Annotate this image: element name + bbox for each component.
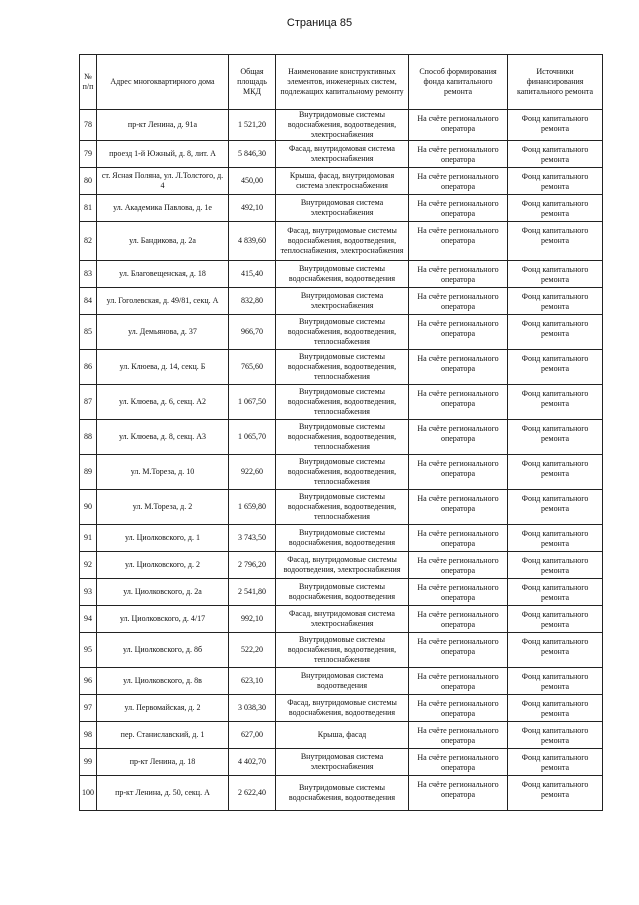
cell-num: 100 xyxy=(80,776,97,811)
col-header-method: Способ формирования фонда капитального ремонта xyxy=(409,55,508,110)
cell-source: Фонд капитального ремонта xyxy=(508,776,603,811)
cell-address: ул. Циолковского, д. 4/17 xyxy=(97,606,229,633)
col-header-address: Адрес многоквартирного дома xyxy=(97,55,229,110)
cell-method: На счёте регионального оператора xyxy=(409,552,508,579)
cell-address: ул. Циолковского, д. 8б xyxy=(97,633,229,668)
cell-method: На счёте регионального оператора xyxy=(409,668,508,695)
cell-num: 90 xyxy=(80,490,97,525)
cell-area: 832,80 xyxy=(229,288,276,315)
col-header-elements: Наименование конструктивных элементов, инженерных систем, подлежащих капитальному ремонту xyxy=(276,55,409,110)
cell-elements: Фасад, внутридомовая система электроснабжения xyxy=(276,141,409,168)
cell-area: 415,40 xyxy=(229,261,276,288)
cell-address: ул. Благовещенская, д. 18 xyxy=(97,261,229,288)
cell-address: пр-кт Ленина, д. 91а xyxy=(97,110,229,141)
cell-method: На счёте регионального оператора xyxy=(409,168,508,195)
cell-area: 1 521,20 xyxy=(229,110,276,141)
table-row xyxy=(80,606,603,633)
cell-area: 623,10 xyxy=(229,668,276,695)
cell-address: проезд 1-й Южный, д. 8, лит. А xyxy=(97,141,229,168)
table-row xyxy=(80,695,603,722)
table-row xyxy=(80,525,603,552)
table-row xyxy=(80,385,603,420)
cell-source: Фонд капитального ремонта xyxy=(508,579,603,606)
cell-elements: Внутридомовые системы водоснабжения, водоотведения, теплоснабжения xyxy=(276,385,409,420)
cell-elements: Внутридомовая система электроснабжения xyxy=(276,288,409,315)
cell-address: ул. Бандикова, д. 2а xyxy=(97,222,229,261)
cell-source: Фонд капитального ремонта xyxy=(508,261,603,288)
table-row xyxy=(80,552,603,579)
cell-num: 95 xyxy=(80,633,97,668)
cell-elements: Фасад, внутридомовые системы водоснабжения, водоотведения, теплоснабжения, электроснабжения xyxy=(276,222,409,261)
cell-elements: Фасад, внутридомовые системы водоснабжения, водоотведения xyxy=(276,695,409,722)
col-header-source: Источники финансирования капитального ремонта xyxy=(508,55,603,110)
cell-num: 85 xyxy=(80,315,97,350)
cell-source: Фонд капитального ремонта xyxy=(508,695,603,722)
cell-address: ул. М.Тореза, д. 10 xyxy=(97,455,229,490)
table-row xyxy=(80,722,603,749)
cell-address: ул. Гоголевская, д. 49/81, секц. А xyxy=(97,288,229,315)
cell-num: 83 xyxy=(80,261,97,288)
cell-method: На счёте регионального оператора xyxy=(409,606,508,633)
cell-num: 86 xyxy=(80,350,97,385)
repair-table xyxy=(79,54,603,811)
cell-address: ст. Ясная Поляна, ул. Л.Толстого, д. 4 xyxy=(97,168,229,195)
cell-source: Фонд капитального ремонта xyxy=(508,168,603,195)
cell-address: ул. Циолковского, д. 1 xyxy=(97,525,229,552)
col-header-num: № п/п xyxy=(80,55,97,110)
cell-source: Фонд капитального ремонта xyxy=(508,722,603,749)
cell-method: На счёте регионального оператора xyxy=(409,261,508,288)
cell-elements: Крыша, фасад xyxy=(276,722,409,749)
cell-elements: Внутридомовые системы водоснабжения, водоотведения, теплоснабжения xyxy=(276,420,409,455)
table-row xyxy=(80,315,603,350)
cell-num: 92 xyxy=(80,552,97,579)
cell-area: 4 839,60 xyxy=(229,222,276,261)
cell-address: ул. Демьянова, д. 37 xyxy=(97,315,229,350)
cell-num: 84 xyxy=(80,288,97,315)
table-header-row xyxy=(80,55,603,110)
cell-area: 765,60 xyxy=(229,350,276,385)
cell-method: На счёте регионального оператора xyxy=(409,490,508,525)
cell-method: На счёте регионального оператора xyxy=(409,385,508,420)
cell-elements: Внутридомовые системы водоснабжения, водоотведения, теплоснабжения xyxy=(276,490,409,525)
cell-method: На счёте регионального оператора xyxy=(409,525,508,552)
cell-method: На счёте регионального оператора xyxy=(409,455,508,490)
cell-area: 5 846,30 xyxy=(229,141,276,168)
cell-num: 80 xyxy=(80,168,97,195)
cell-method: На счёте регионального оператора xyxy=(409,633,508,668)
cell-address: ул. Клюева, д. 6, секц. А2 xyxy=(97,385,229,420)
cell-num: 96 xyxy=(80,668,97,695)
cell-source: Фонд капитального ремонта xyxy=(508,490,603,525)
cell-source: Фонд капитального ремонта xyxy=(508,222,603,261)
cell-elements: Внутридомовая система электроснабжения xyxy=(276,749,409,776)
table-row xyxy=(80,350,603,385)
cell-source: Фонд капитального ремонта xyxy=(508,288,603,315)
table-row xyxy=(80,288,603,315)
cell-num: 89 xyxy=(80,455,97,490)
cell-num: 81 xyxy=(80,195,97,222)
cell-area: 492,10 xyxy=(229,195,276,222)
cell-elements: Внутридомовые системы водоснабжения, водоотведения, теплоснабжения xyxy=(276,455,409,490)
cell-area: 627,00 xyxy=(229,722,276,749)
cell-area: 2 541,80 xyxy=(229,579,276,606)
cell-method: На счёте регионального оператора xyxy=(409,110,508,141)
cell-num: 88 xyxy=(80,420,97,455)
cell-elements: Внутридомовые системы водоснабжения, водоотведения, теплоснабжения xyxy=(276,350,409,385)
cell-area: 992,10 xyxy=(229,606,276,633)
cell-address: пр-кт Ленина, д. 50, секц. А xyxy=(97,776,229,811)
cell-area: 2 622,40 xyxy=(229,776,276,811)
cell-area: 522,20 xyxy=(229,633,276,668)
cell-num: 79 xyxy=(80,141,97,168)
cell-elements: Внутридомовые системы водоснабжения, водоотведения xyxy=(276,776,409,811)
cell-elements: Внутридомовые системы водоснабжения, водоотведения, теплоснабжения xyxy=(276,633,409,668)
cell-elements: Внутридомовая система водоотведения xyxy=(276,668,409,695)
cell-method: На счёте регионального оператора xyxy=(409,579,508,606)
cell-area: 1 065,70 xyxy=(229,420,276,455)
cell-elements: Внутридомовые системы водоснабжения, водоотведения xyxy=(276,525,409,552)
cell-source: Фонд капитального ремонта xyxy=(508,606,603,633)
cell-method: На счёте регионального оператора xyxy=(409,350,508,385)
table-row xyxy=(80,579,603,606)
cell-num: 97 xyxy=(80,695,97,722)
cell-address: ул. Академика Павлова, д. 1е xyxy=(97,195,229,222)
table-row xyxy=(80,110,603,141)
cell-area: 3 743,50 xyxy=(229,525,276,552)
cell-num: 93 xyxy=(80,579,97,606)
cell-area: 1 067,50 xyxy=(229,385,276,420)
cell-elements: Внутридомовая система электроснабжения xyxy=(276,195,409,222)
cell-num: 82 xyxy=(80,222,97,261)
cell-source: Фонд капитального ремонта xyxy=(508,385,603,420)
table-row xyxy=(80,168,603,195)
cell-source: Фонд капитального ремонта xyxy=(508,315,603,350)
cell-source: Фонд капитального ремонта xyxy=(508,633,603,668)
cell-address: пр-кт Ленина, д. 18 xyxy=(97,749,229,776)
cell-elements: Внутридомовые системы водоснабжения, водоотведения xyxy=(276,261,409,288)
cell-source: Фонд капитального ремонта xyxy=(508,552,603,579)
cell-area: 450,00 xyxy=(229,168,276,195)
cell-method: На счёте регионального оператора xyxy=(409,722,508,749)
cell-method: На счёте регионального оператора xyxy=(409,222,508,261)
cell-elements: Фасад, внутридомовая система электроснабжения xyxy=(276,606,409,633)
cell-elements: Фасад, внутридомовые системы водоотведения, электроснабжения xyxy=(276,552,409,579)
cell-method: На счёте регионального оператора xyxy=(409,776,508,811)
page-number: Страница 85 xyxy=(286,17,353,29)
table-row xyxy=(80,633,603,668)
table-row xyxy=(80,490,603,525)
cell-address: ул. Первомайская, д. 2 xyxy=(97,695,229,722)
cell-method: На счёте регионального оператора xyxy=(409,141,508,168)
cell-source: Фонд капитального ремонта xyxy=(508,668,603,695)
cell-method: На счёте регионального оператора xyxy=(409,315,508,350)
cell-source: Фонд капитального ремонта xyxy=(508,141,603,168)
cell-address: ул. Циолковского, д. 8в xyxy=(97,668,229,695)
cell-source: Фонд капитального ремонта xyxy=(508,749,603,776)
cell-source: Фонд капитального ремонта xyxy=(508,110,603,141)
cell-area: 2 796,20 xyxy=(229,552,276,579)
cell-source: Фонд капитального ремонта xyxy=(508,420,603,455)
cell-method: На счёте регионального оператора xyxy=(409,420,508,455)
cell-address: ул. Клюева, д. 8, секц. А3 xyxy=(97,420,229,455)
table-row xyxy=(80,141,603,168)
table-row xyxy=(80,749,603,776)
cell-source: Фонд капитального ремонта xyxy=(508,455,603,490)
cell-num: 94 xyxy=(80,606,97,633)
table-row xyxy=(80,222,603,261)
cell-source: Фонд капитального ремонта xyxy=(508,525,603,552)
cell-source: Фонд капитального ремонта xyxy=(508,195,603,222)
cell-elements: Внутридомовые системы водоснабжения, водоотведения, электроснабжения xyxy=(276,110,409,141)
cell-address: ул. Циолковского, д. 2 xyxy=(97,552,229,579)
cell-num: 78 xyxy=(80,110,97,141)
table-row xyxy=(80,668,603,695)
cell-area: 4 402,70 xyxy=(229,749,276,776)
cell-elements: Внутридомовые системы водоснабжения, водоотведения xyxy=(276,579,409,606)
cell-num: 99 xyxy=(80,749,97,776)
cell-elements: Внутридомовые системы водоснабжения, водоотведения, теплоснабжения xyxy=(276,315,409,350)
table-row xyxy=(80,776,603,811)
cell-num: 98 xyxy=(80,722,97,749)
cell-num: 91 xyxy=(80,525,97,552)
table-row xyxy=(80,195,603,222)
cell-address: ул. Циолковского, д. 2а xyxy=(97,579,229,606)
cell-address: ул. Клюева, д. 14, секц. Б xyxy=(97,350,229,385)
cell-method: На счёте регионального оператора xyxy=(409,695,508,722)
cell-area: 1 659,80 xyxy=(229,490,276,525)
cell-elements: Крыша, фасад, внутридомовая система электроснабжения xyxy=(276,168,409,195)
col-header-area: Общая площадь МКД xyxy=(229,55,276,110)
cell-method: На счёте регионального оператора xyxy=(409,749,508,776)
cell-num: 87 xyxy=(80,385,97,420)
table-row xyxy=(80,261,603,288)
cell-method: На счёте регионального оператора xyxy=(409,288,508,315)
cell-address: ул. М.Тореза, д. 2 xyxy=(97,490,229,525)
cell-area: 3 038,30 xyxy=(229,695,276,722)
cell-area: 922,60 xyxy=(229,455,276,490)
cell-method: На счёте регионального оператора xyxy=(409,195,508,222)
table-row xyxy=(80,420,603,455)
cell-source: Фонд капитального ремонта xyxy=(508,350,603,385)
table-row xyxy=(80,455,603,490)
cell-area: 966,70 xyxy=(229,315,276,350)
cell-address: пер. Станиславский, д. 1 xyxy=(97,722,229,749)
